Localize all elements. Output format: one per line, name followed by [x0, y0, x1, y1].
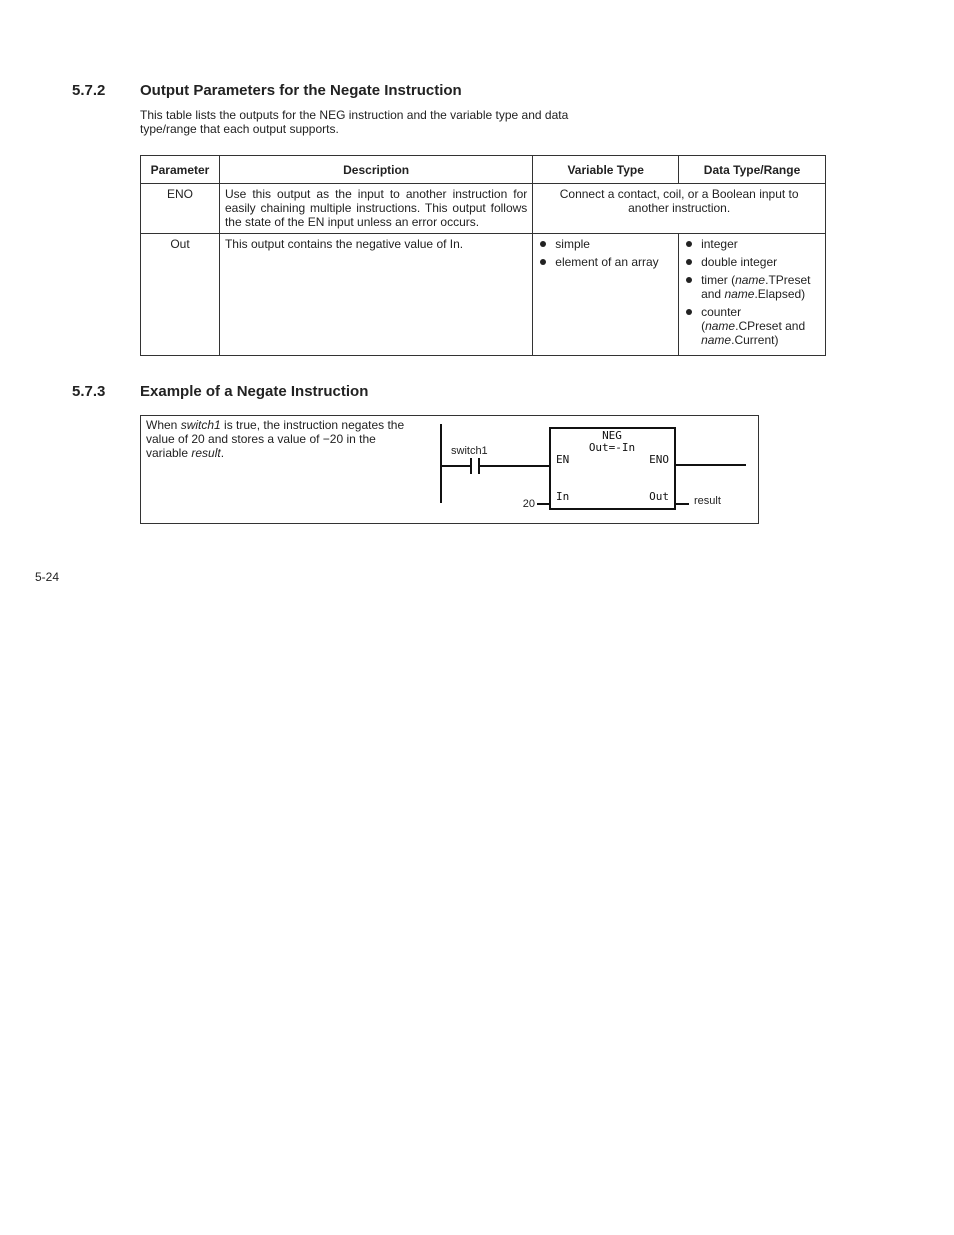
out-pin-label: Out	[649, 490, 669, 503]
section-number: 5.7.2	[72, 82, 106, 99]
cell-variable-type-out	[533, 234, 679, 356]
cell-param-out: Out	[141, 234, 220, 356]
cell-data-type-out	[679, 234, 826, 356]
block-formula: Out=-In	[588, 441, 636, 454]
header-description: Description	[219, 156, 532, 184]
list-item: element of an array	[538, 255, 673, 269]
in-value-label: 20	[522, 498, 535, 510]
section-title: Output Parameters for the Negate Instruction	[140, 82, 462, 99]
bullet-icon	[540, 259, 546, 265]
list-item: timer (name.TPreset and name.Elapsed)	[684, 273, 820, 301]
output-parameters-table	[140, 155, 826, 356]
block-name: NEG	[602, 429, 622, 442]
table-header-row	[141, 156, 826, 184]
example-description: When switch1 is true, the instruction negates the value of 20 and stores a value of −20 in the variable result.	[146, 418, 405, 460]
cell-type-range-eno: Connect a contact, coil, or a Boolean input to another instruction.	[533, 184, 826, 234]
bullet-icon	[686, 241, 692, 247]
list-item: simple	[538, 237, 673, 251]
eno-pin-label: ENO	[649, 453, 669, 466]
header-parameter: Parameter	[141, 156, 220, 184]
cell-description-out: This output contains the negative value of In.	[219, 234, 532, 356]
list-item: counter (name.CPreset and name.Current)	[684, 305, 820, 347]
contact-label: switch1	[451, 445, 488, 457]
section-number: 5.7.3	[72, 383, 106, 400]
bullet-icon	[686, 309, 692, 315]
table-row-eno	[141, 184, 826, 234]
bullet-icon	[686, 277, 692, 283]
ladder-diagram	[141, 416, 758, 523]
table-row-out	[141, 234, 826, 356]
variable-type-list	[538, 237, 673, 269]
en-pin-label: EN	[556, 453, 570, 466]
cell-param-eno: ENO	[141, 184, 220, 234]
list-item: double integer	[684, 255, 820, 269]
in-pin-label: In	[556, 490, 570, 503]
cell-description-eno: Use this output as the input to another instruction for easily chaining multiple instructions. This output follows the state of the EN input unless an error occurs.	[219, 184, 532, 234]
page-number: 5-24	[35, 570, 60, 584]
list-item: integer	[684, 237, 820, 251]
data-type-list	[684, 237, 820, 347]
out-variable-label: result	[694, 495, 721, 507]
example-box	[140, 415, 759, 524]
section-intro: This table lists the outputs for the NEG instruction and the variable type and data type/range that each output supports.	[140, 108, 569, 136]
section-title: Example of a Negate Instruction	[140, 383, 369, 400]
header-data-type-range: Data Type/Range	[679, 156, 826, 184]
bullet-icon	[540, 241, 546, 247]
header-variable-type: Variable Type	[533, 156, 679, 184]
bullet-icon	[686, 259, 692, 265]
